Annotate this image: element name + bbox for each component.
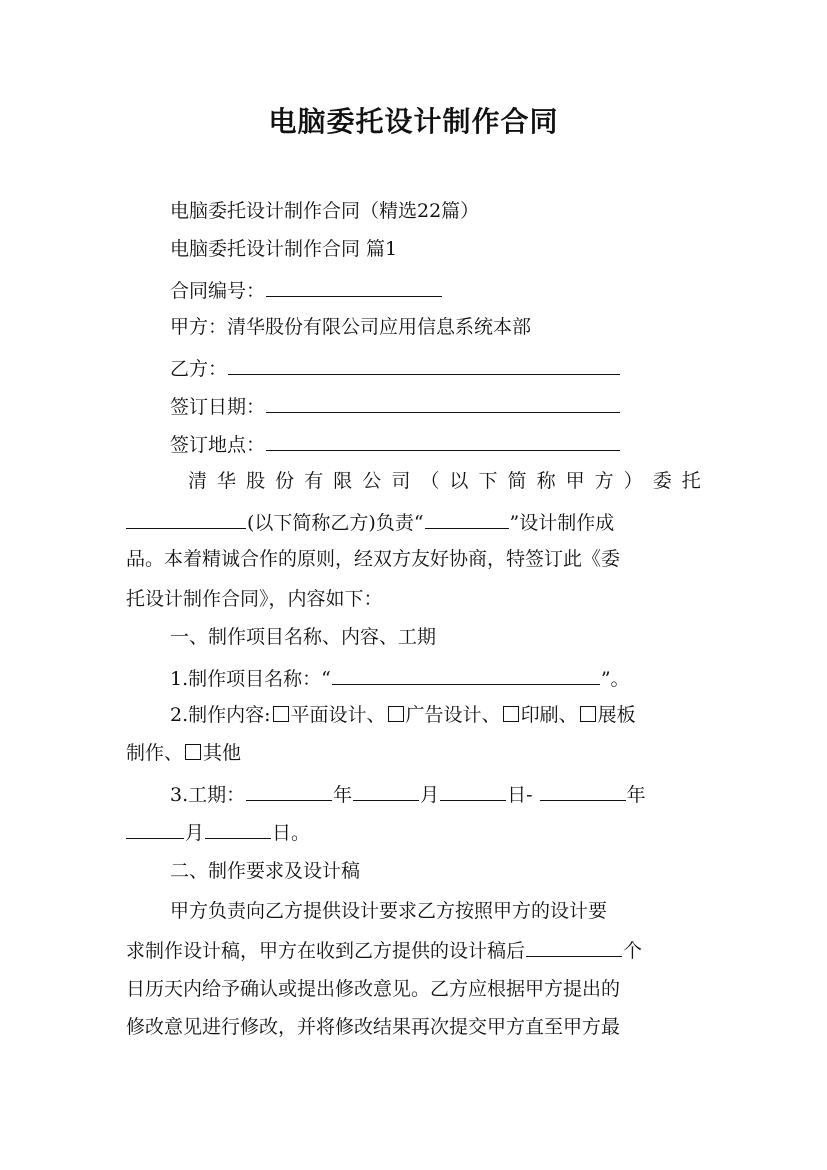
contract-number-line	[170, 276, 701, 304]
section-2-para-line-1: 甲方负责向乙方提供设计要求乙方按照甲方的设计要	[170, 900, 608, 922]
intro-char: 公	[362, 470, 382, 492]
para-text: 求制作设计稿，甲方在收到乙方提供的设计稿后	[126, 940, 526, 962]
start-year-blank	[246, 780, 332, 801]
item-1-end: ”。	[600, 668, 630, 690]
section-1-heading: 一、制作项目名称、内容、工期	[170, 626, 437, 648]
intro-char: 简	[507, 470, 527, 492]
intro-char: 份	[275, 470, 295, 492]
days-blank	[526, 936, 622, 957]
item-1-label: 1.制作项目名称：“	[170, 668, 331, 690]
intro-text: (以下简称乙方)负责“	[247, 512, 424, 534]
section-2-para-line-3: 日历天内给予确认或提出修改意见。乙方应根据甲方提出的	[126, 978, 621, 1000]
end-month-blank	[126, 818, 184, 839]
item-3-label: 3.工期：	[170, 784, 246, 806]
project-name-blank	[332, 664, 600, 685]
intro-char: 方	[594, 470, 614, 492]
checkbox-icon[interactable]	[503, 706, 519, 722]
option-label: 平面设计、	[290, 704, 386, 726]
item-3-line	[170, 780, 701, 808]
section-2-para-line-4: 修改意见进行修改，并将修改结果再次提交甲方直至甲方最	[126, 1016, 621, 1038]
start-day-blank	[440, 780, 506, 801]
sign-place-label: 签订地点：	[170, 434, 266, 456]
intro-line-3: 品。本着精诚合作的原则，经双方友好协商，特签订此《委	[126, 548, 621, 570]
item-2-cont-line	[126, 740, 701, 766]
section-2-para-line-2	[126, 936, 701, 964]
day-label: 日	[272, 822, 292, 844]
intro-char: （	[420, 470, 440, 492]
contract-number-label: 合同编号：	[170, 280, 266, 302]
intro-char: 华	[217, 470, 237, 492]
intro-char: 司	[391, 470, 411, 492]
item-2-label: 2.制作内容:	[170, 704, 271, 726]
checkbox-icon[interactable]	[388, 706, 404, 722]
sign-place-line	[170, 430, 701, 458]
month-label: 月	[420, 784, 440, 806]
option-label: 制作、	[126, 742, 184, 764]
item-3-cont-line: 月 日。	[126, 818, 701, 846]
month-label: 月	[185, 822, 205, 844]
party-b-blank	[228, 354, 620, 375]
sign-date-line	[170, 392, 701, 420]
intro-text: ”设计制作成	[509, 512, 615, 534]
section-2-heading: 二、制作要求及设计稿	[170, 860, 361, 882]
para-text: 个	[623, 940, 643, 962]
intro-char: ）	[623, 470, 643, 492]
party-b-line	[170, 354, 701, 382]
piece-heading: 电脑委托设计制作合同 篇1	[170, 238, 398, 260]
project-blank	[425, 508, 509, 529]
intro-line-1	[188, 468, 701, 494]
intro-char: 限	[333, 470, 353, 492]
checkbox-icon[interactable]	[185, 744, 201, 760]
intro-line-4: 托设计制作合同》，内容如下：	[126, 588, 383, 610]
option-label: 展板	[597, 704, 636, 726]
document-subtitle: 电脑委托设计制作合同（精选22篇）	[170, 200, 480, 222]
sign-date-blank	[266, 392, 620, 413]
year-label: 年	[333, 784, 353, 806]
day-dash-label: 日-	[507, 784, 533, 806]
intro-char: 下	[478, 470, 498, 492]
intro-char: 股	[246, 470, 266, 492]
option-label: 其他	[203, 742, 242, 764]
end-year-blank	[540, 780, 626, 801]
intro-line-2	[126, 508, 701, 536]
year-label: 年	[626, 784, 646, 806]
option-label: 印刷、	[520, 704, 578, 726]
contract-number-blank	[266, 276, 442, 297]
intro-char: 有	[304, 470, 324, 492]
intro-char: 委	[652, 470, 672, 492]
party-b-name-blank	[126, 508, 246, 529]
item-2-line	[170, 702, 701, 728]
checkbox-icon[interactable]	[580, 706, 596, 722]
intro-char: 甲	[565, 470, 585, 492]
end-day-blank	[205, 818, 271, 839]
intro-char: 以	[449, 470, 469, 492]
sign-place-blank	[266, 430, 620, 451]
document-title: 电脑委托设计制作合同	[268, 105, 559, 138]
intro-char: 称	[536, 470, 556, 492]
intro-char: 托	[681, 470, 701, 492]
checkbox-icon[interactable]	[273, 706, 289, 722]
party-b-label: 乙方：	[170, 358, 228, 380]
party-a-line: 甲方：清华股份有限公司应用信息系统本部	[170, 316, 532, 338]
sign-date-label: 签订日期：	[170, 396, 266, 418]
start-month-blank	[353, 780, 419, 801]
option-label: 广告设计、	[405, 704, 501, 726]
item-1-line	[170, 664, 701, 692]
intro-char: 清	[188, 470, 208, 492]
